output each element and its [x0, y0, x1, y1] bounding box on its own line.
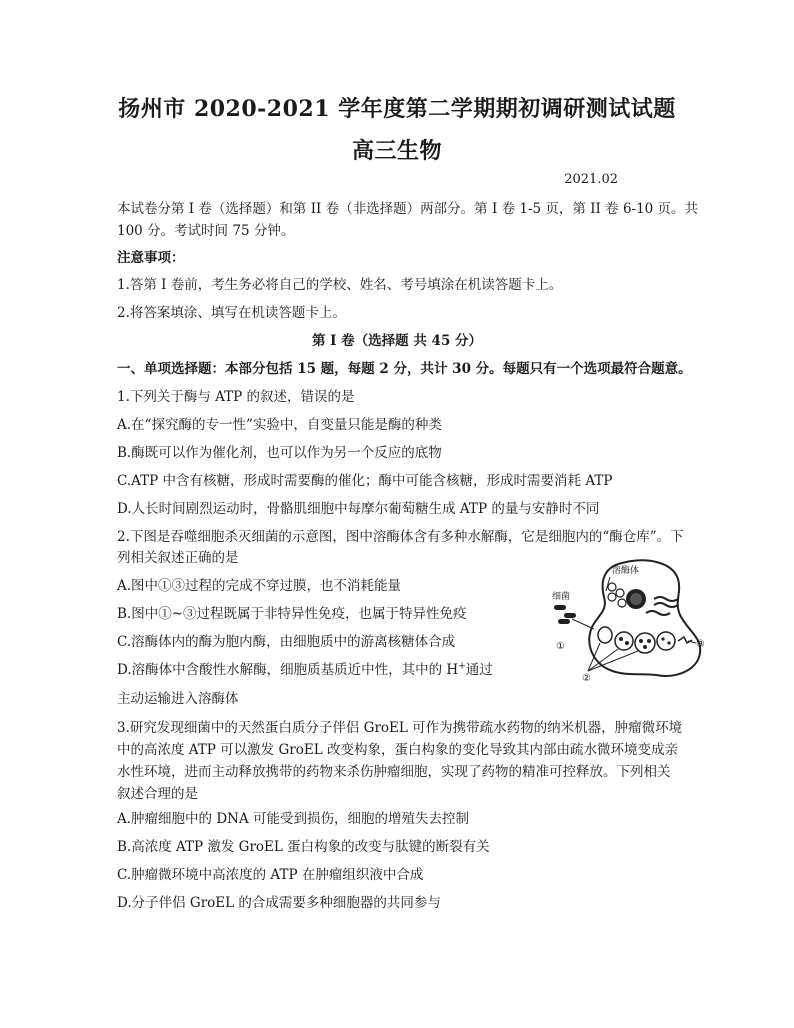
h-plus-superscript: + — [458, 661, 466, 672]
label-bacteria: 细菌 — [552, 592, 571, 602]
q1-option-c: C.ATP 中含有核糖，形成时需要酶的催化；酶中可能含核糖，形成时需要消耗 ATP — [117, 473, 613, 489]
q1-option-a: A.在“探究酶的专一性”实验中，自变量只能是酶的种类 — [117, 417, 442, 433]
notice-heading: 注意事项： — [117, 250, 185, 266]
fragment-dot — [619, 637, 623, 641]
phagolysosome-1 — [635, 633, 655, 653]
fragment-dot — [667, 641, 670, 644]
lysosome-4 — [618, 599, 626, 607]
q3-option-b: B.高浓度 ATP 激发 GroEL 蛋白构象的改变与肽键的断裂有关 — [117, 839, 490, 855]
er-stroke-3 — [646, 611, 670, 615]
cell-membrane-outline — [589, 560, 700, 675]
bacterium — [558, 619, 570, 624]
fragment-dot — [661, 637, 664, 640]
phagocyte-diagram — [550, 557, 710, 685]
lysosome-2 — [616, 589, 624, 597]
lysosome-3 — [608, 593, 616, 601]
q2-option-a: A.图中①③过程的完成不穿过膜，也不消耗能量 — [117, 578, 402, 594]
q2-stem-line-1: 2.下图是吞噬细胞杀灭细菌的示意图，图中溶酶体含有多种水解酶，它是细胞内的“酶仓库”。下 — [117, 529, 684, 545]
q2-option-d-text: D.溶酶体中含酸性水解酶，细胞质基质近中性，其中的 H — [117, 662, 459, 678]
phagocyte-figure — [550, 557, 710, 685]
fragment-dot — [647, 639, 651, 643]
exam-title: 扬州市 2020-2021 学年度第二学期期初调研测试试题 — [118, 96, 676, 122]
part-heading: 一、单项选择题：本部分包括 15 题，每题 2 分，共计 30 分。每题只有一个选项最符合题意。 — [117, 361, 692, 377]
fragment-dot — [643, 645, 647, 649]
er-stroke-2 — [654, 603, 678, 607]
exam-date: 2021.02 — [564, 172, 618, 187]
q3-stem-line-4: 叙述合理的是 — [117, 786, 198, 802]
q1-stem: 1.下列关于酶与 ATP 的叙述，错误的是 — [117, 389, 355, 405]
q3-option-c: C.肿瘤微环境中高浓度的 ATP 在肿瘤组织液中合成 — [117, 867, 424, 883]
q2-option-c: C.溶酶体内的酶为胞内酶，由细胞质中的游离核糖体合成 — [117, 634, 456, 650]
q3-stem-line-2: 中的高浓度 ATP 可以激发 GroEL 改变构象，蛋白构象的变化导致其内部由疏水微环境变成亲 — [117, 742, 678, 758]
q2-option-d-continued: 主动运输进入溶酶体 — [117, 691, 239, 707]
lysosome-1 — [608, 583, 616, 591]
q3-stem-line-1: 3.研究发现细菌中的天然蛋白质分子伴侣 GroEL 可作为携带疏水药物的纳米机器，肿瘤微环境 — [117, 720, 683, 736]
notice-item-1: 1.答第 I 卷前，考生务必将自己的学校、姓名、考号填涂在机读答题卡上。 — [117, 277, 563, 293]
bacterium — [554, 605, 566, 610]
intro-line-1: 本试卷分第 I 卷（选择题）和第 II 卷（非选择题）两部分。第 I 卷 1-5 页，第 II 卷 6-10 页。共 — [117, 201, 699, 217]
q2-stem-line-2: 列相关叙述正确的是 — [117, 550, 239, 566]
fragment-dot — [625, 641, 629, 645]
q3-stem-line-3: 水性环境，进而主动释放携带的药物来杀伤肿瘤细胞，实现了药物的精准可控释放。下列相关 — [117, 764, 671, 780]
q2-option-d — [117, 658, 493, 678]
label-step-2: ② — [582, 673, 591, 684]
label-step-1: ① — [556, 641, 565, 652]
subject-title: 高三生物 — [351, 138, 442, 164]
q3-option-d: D.分子伴侣 GroEL 的合成需要多种细胞器的共同参与 — [117, 895, 441, 911]
phagolysosome-2 — [657, 632, 675, 650]
section-heading: 第 I 卷（选择题 共 45 分） — [311, 333, 483, 349]
intro-line-2: 100 分。考试时间 75 分钟。 — [117, 223, 295, 239]
er-stroke-1 — [654, 597, 678, 601]
notice-item-2: 2.将答案填涂、填写在机读答题卡上。 — [117, 305, 346, 321]
bacteria-group — [554, 605, 576, 624]
bacterium — [564, 613, 576, 618]
label-step-3: ③ — [696, 639, 705, 650]
q2-option-b: B.图中①~③过程既属于非特异性免疫，也属于特异性免疫 — [117, 606, 467, 622]
q2-option-d-tail: 通过 — [465, 662, 493, 678]
leader-line-1 — [572, 619, 594, 629]
fragment-dot — [639, 639, 643, 643]
phagosome-2 — [615, 632, 633, 650]
q3-option-a: A.肿瘤细胞中的 DNA 可能受到损伤，细胞的增殖失去控制 — [117, 811, 470, 827]
label-lysosome: 溶酶体 — [612, 566, 640, 576]
q1-option-d: D.人长时间剧烈运动时，骨骼肌细胞中每摩尔葡萄糖生成 ATP 的量与安静时不同 — [117, 501, 600, 517]
released-waste — [678, 637, 692, 643]
phagosome-1 — [598, 627, 612, 643]
q1-option-b: B.酶既可以作为催化剂，也可以作为另一个反应的底物 — [117, 445, 442, 461]
nucleus-inner — [630, 593, 642, 605]
